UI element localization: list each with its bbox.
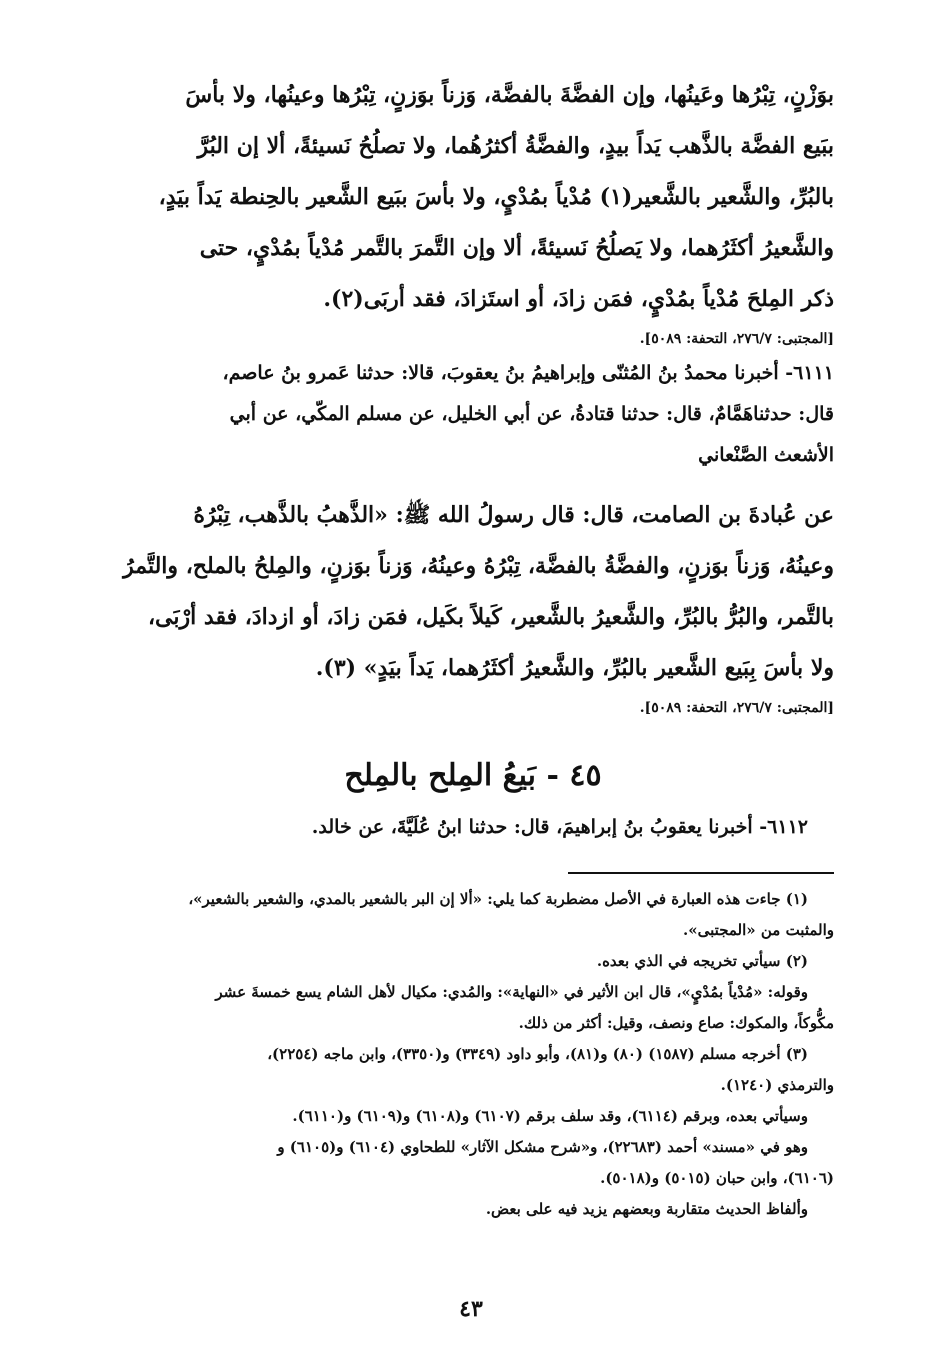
text-line: بالتَّمر، والبُرُّ بالبُرِّ، والشَّعيرُ بالشَّعير، كَيلاً بكَيل، فمَن زادَ، أو ازدادَ، فقد أرْبَى، bbox=[147, 604, 834, 630]
hadith-6111-line: قال: حدثناهَمَّامٌ، قال: حدثنا قتادةُ، عن أبي الخليل، عن مسلم المكّي، عن أبي bbox=[229, 403, 834, 425]
reference-note: [المجتبى: ٢٧٦/٧، التحفة: ٥٠٨٩]. bbox=[639, 331, 834, 347]
text-line: والشَّعيرُ أكثَرُهما، ولا يَصلُحُ نَسيئةً، ألا وإن التَّمرَ بالتَّمر مُدْياً بمُدْيٍ، حتى bbox=[199, 235, 834, 261]
footnote-line: والمثبت من «المجتبى». bbox=[683, 921, 834, 939]
footnote-line: (١) جاءت هذه العبارة في الأصل مضطربة كما يلي: «ألا إن البر بالشعير بالمدي، والشعير بالشعير»، bbox=[188, 890, 808, 908]
text-line: وعينُهُ، وَزناً بوَزنٍ، والفضَّةُ بالفضَّة، تِبْرُهُ وعينُهُ، وَزناً بوَزنٍ، والمِلحُ بالملح، والتَّمرُ bbox=[123, 553, 834, 579]
footnote-line: مكُّوكاً، والمكوك: صاع ونصف، وقيل: أكثر من ذلك. bbox=[518, 1014, 834, 1032]
page-content bbox=[112, 70, 834, 1225]
text-line: ذكر المِلحَ مُدْياً بمُدْيٍ، فمَن زادَ، أو استَزادَ، فقد أربَى(٢). bbox=[323, 286, 834, 312]
hadith-number: ٦١١٢ bbox=[767, 816, 808, 838]
text-line: ولا بأسَ بِبَيع الشَّعير بالبُرِّ، والشَّعيرُ أكثَرُهما، يَداً بيَدٍ» (٣). bbox=[315, 655, 834, 681]
chapter-title: - بَيعُ المِلح بالمِلح bbox=[344, 758, 559, 793]
footnote-line: وسيأتي بعده، وبرقم (٦١١٤)، وقد سلف برقم (٦١٠٧) و(٦١٠٨) و(٦١٠٩) و(٦١١٠). bbox=[292, 1107, 808, 1125]
footnote-line: والترمذي (١٢٤٠). bbox=[720, 1076, 834, 1094]
hadith-number: ٦١١١ bbox=[793, 362, 834, 384]
hadith-text: - أخبرنا يعقوبُ بنُ إبراهيمَ، قال: حدثنا ابنُ عُلَيَّةَ، عن خالد. bbox=[311, 816, 768, 838]
footnote-line: (٢) سيأتي تخريجه في الذي بعده. bbox=[596, 952, 808, 970]
text-line: بوَزْنٍ، تِبْرُها وعَينُها، وإن الفضَّةَ بالفضَّة، وَزناً بوَزنٍ، تِبْرُها وعينُها، ولا بأسَ bbox=[185, 82, 834, 108]
hadith-text: - أخبرنا محمدُ بنُ المُثنّى وإبراهيمُ بنُ يعقوبَ، قالا: حدثنا عَمرو بنُ عاصم، bbox=[222, 362, 794, 384]
footnote-line: وألفاظ الحديث متقاربة وبعضهم يزيد فيه على بعض. bbox=[485, 1200, 808, 1218]
hadith-6112-line bbox=[112, 809, 834, 845]
text-line: بالبُرِّ، والشَّعير بالشَّعير(١) مُدْياً بمُدْيٍ، ولا بأسَ ببَيع الشَّعير بالحِنطة يَداً بيَدٍ، bbox=[158, 184, 834, 210]
hadith-6111-line bbox=[112, 353, 834, 394]
footnote-line: (٣) أخرجه مسلم (١٥٨٧) (٨٠) و(٨١)، وأبو داود (٣٣٤٩) و(٣٣٥٠)، وابن ماجه (٢٢٥٤)، bbox=[267, 1045, 808, 1063]
page-number: ٤٣ bbox=[459, 1296, 483, 1322]
footnote-line: (٦١٠٦)، وابن حبان (٥٠١٥) و(٥٠١٨). bbox=[600, 1169, 834, 1187]
main-text bbox=[112, 70, 834, 845]
text-line: عن عُبادةَ بن الصامت، قال: قال رسولُ الله ﷺ: «الذَّهبُ بالذَّهب، تِبْرُهُ bbox=[193, 502, 834, 528]
reference-note: [المجتبى: ٢٧٦/٧، التحفة: ٥٠٨٩]. bbox=[639, 700, 834, 716]
chapter-number: ٤٥ bbox=[569, 758, 602, 793]
footnote-line: وهو في «مسند» أحمد (٢٢٦٨٣)، و«شرح مشكل الآثار» للطحاوي (٦١٠٤) و(٦١٠٥) و bbox=[277, 1138, 808, 1156]
footnotes bbox=[112, 884, 834, 1225]
footnote-line: وقوله: «مُدْياً بمُدْيٍ»، قال ابن الأثير في «النهاية»: والمُدي: مكيال لأهل الشام يسع خمسةَ عشر bbox=[215, 983, 808, 1001]
hadith-6111-line: الأشعث الصَّنْعاني bbox=[698, 444, 834, 466]
chapter-heading bbox=[112, 758, 834, 793]
footnote-divider bbox=[568, 872, 834, 874]
text-line: ببَيع الفضَّة بالذَّهب يَداً بيدٍ، والفضَّةُ أكثرُهُما، ولا تصلُحُ نَسيئةً، ألا إن البُرَّ bbox=[197, 133, 834, 159]
